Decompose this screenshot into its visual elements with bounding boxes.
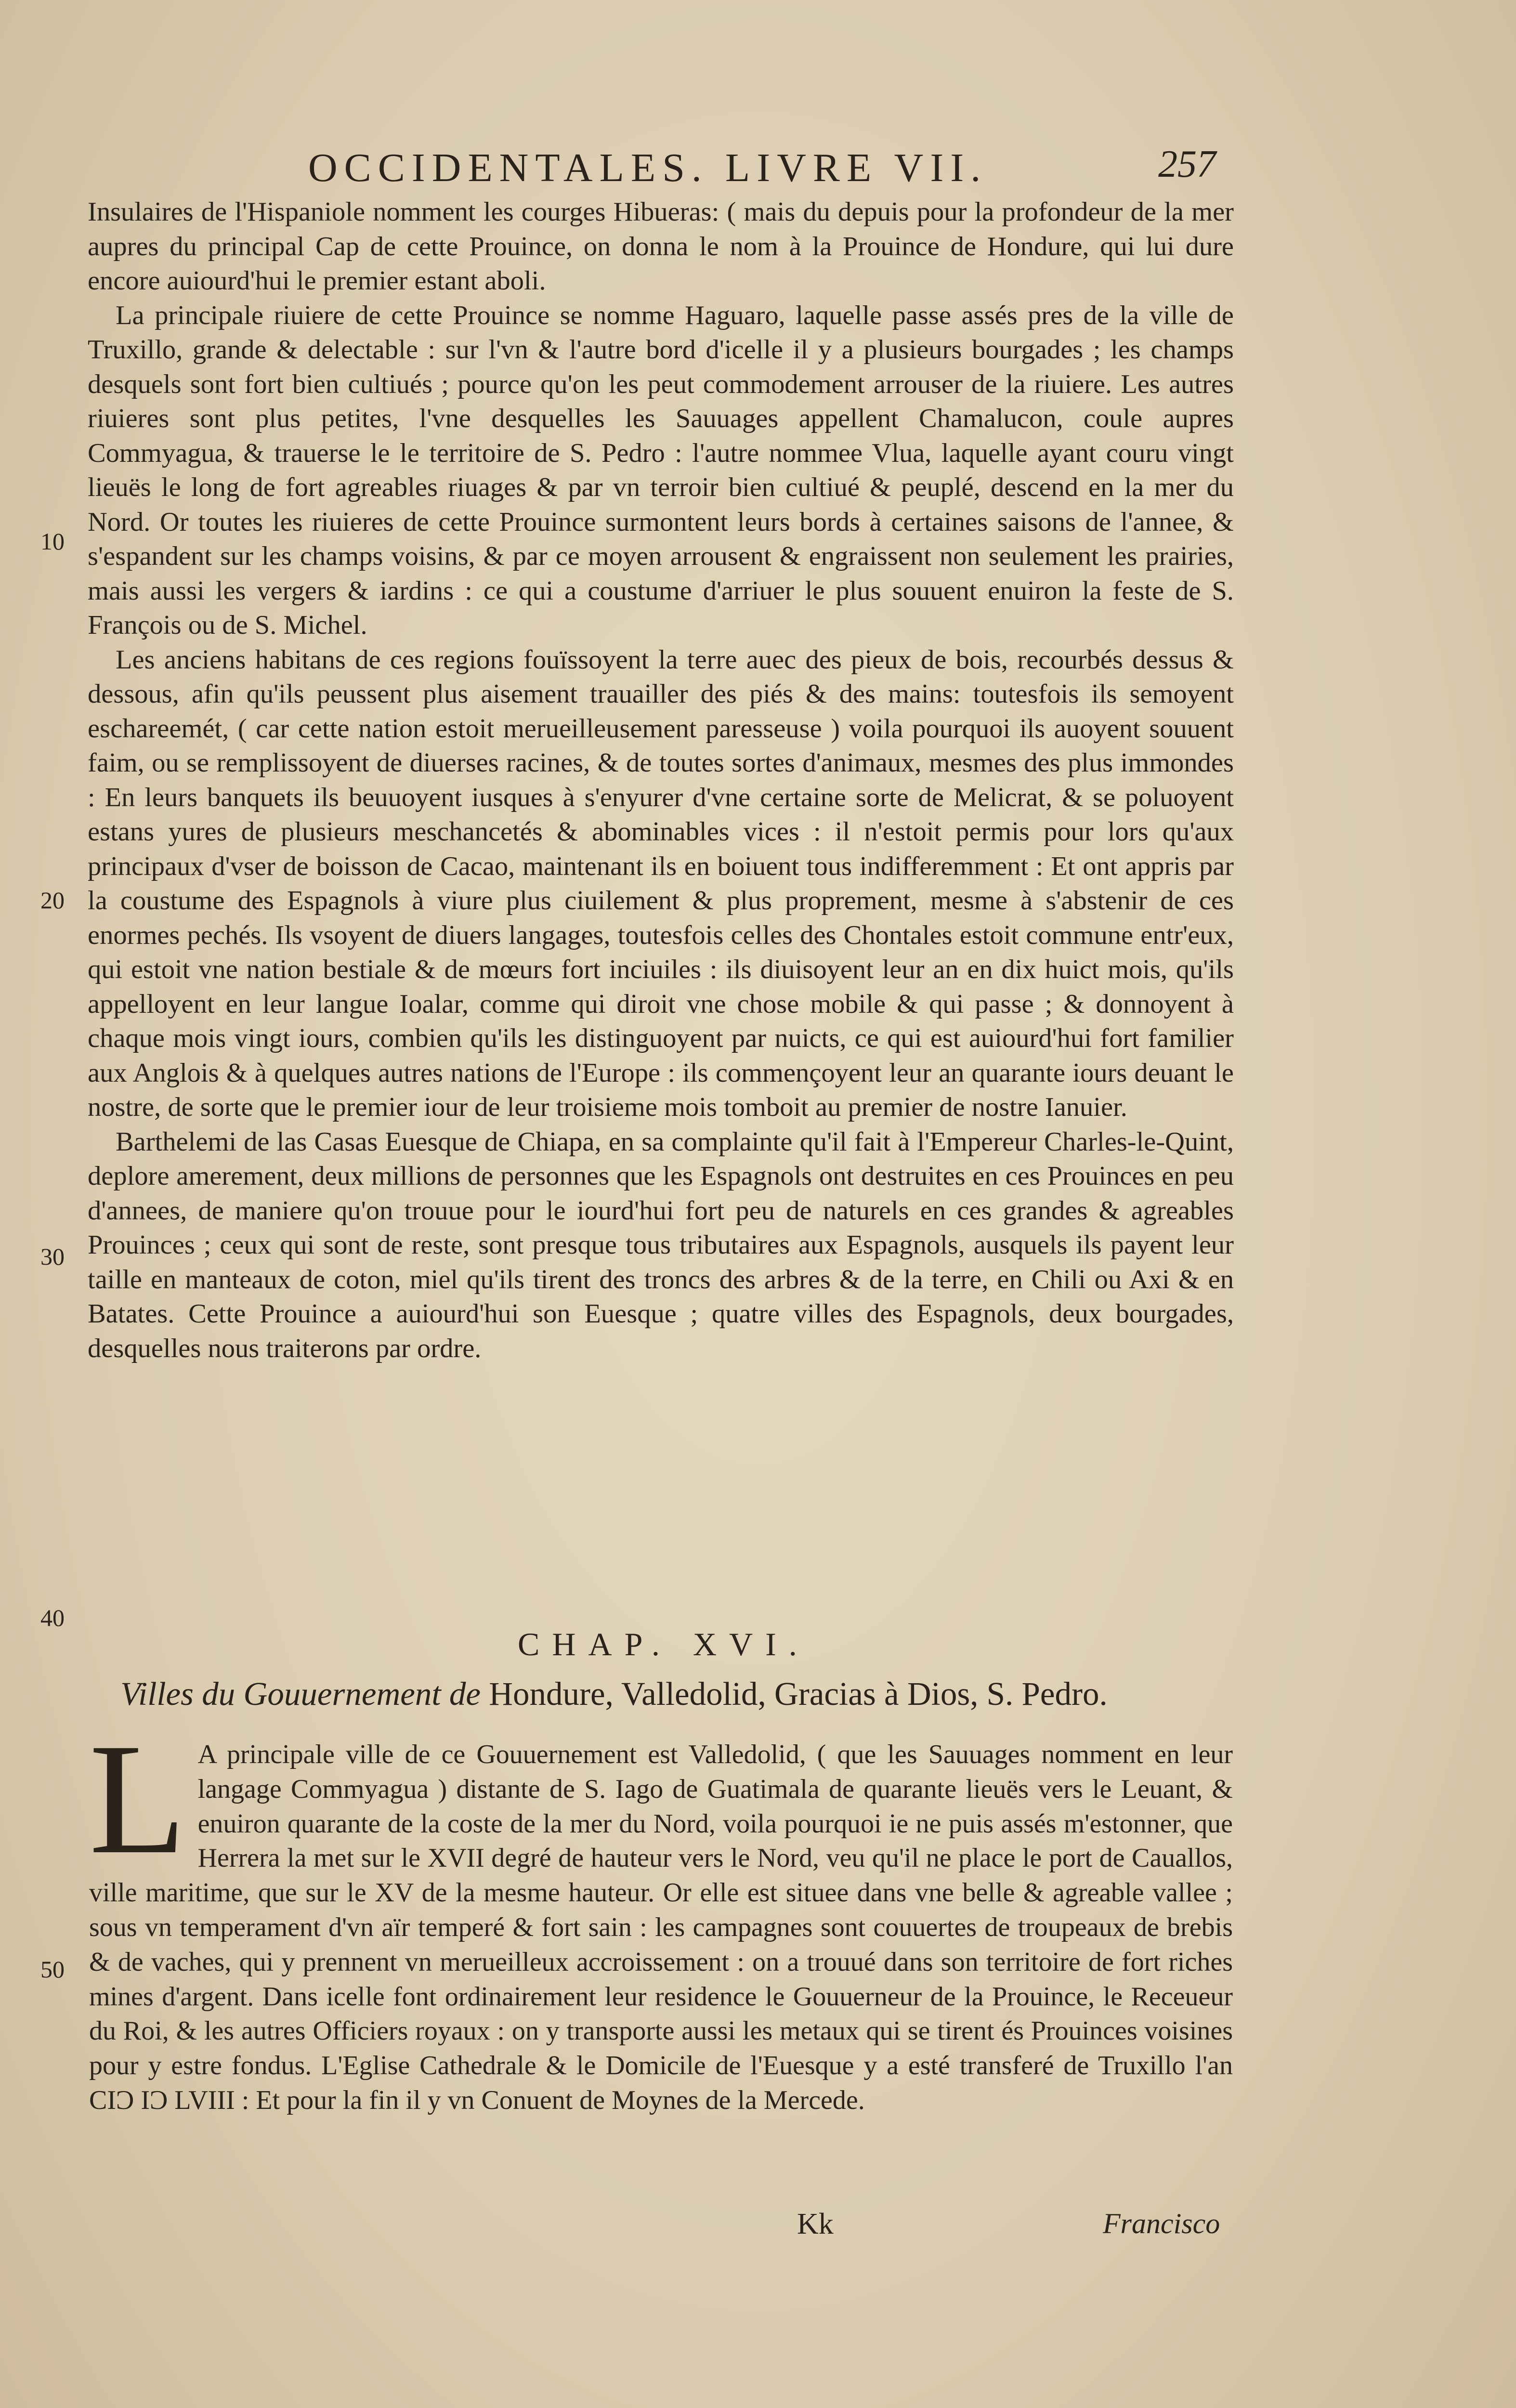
paragraph-valledolid: A principale ville de ce Gouuernement est Valledolid, ( que les Sauuages nomment en leur langage Commyagua ) distante de S. Iago de Guatimala de quarante lieuës vers le Leuant, & enuiron quarante de la coste de la mer du Nord, voila pourquoi ie ne puis assés m'estonner, que Herrera la met sur le XVII degré de hauteur vers le Nord, veu qu'il ne place le port de Cauallos, ville maritime, que sur le XV de la mesme hauteur. Or elle est situee dans vne belle & agreable vallee ; sous vn temperament d'vn aïr temperé & fort sain : les campagnes sont couuertes de troupeaux de brebis & de vaches, qui y prennent vn merueilleux accroissement : on a trouué dans son territoire de fort riches mines d'argent. Dans icelle font ordinairement leur residence le Gouuerneur de la Prouince, le Receueur du Roi, & les autres Officiers royaux : on y transporte aussi les metaux qui se tirent és Prouinces voisines pour y estre fondus. L'Eglise Cathedrale & le Domicile de l'Euesque y a esté transferé de Truxillo l'an CIϽ IϽ LVIII : Et pour la fin il y vn Conuent de Moynes de la Mercede. [89, 1740, 1233, 2115]
chapter-title [120, 1675, 1242, 1713]
line-number-40: 40 [40, 1604, 65, 1631]
drop-cap: L [89, 1711, 186, 1887]
main-text [88, 195, 1234, 1366]
running-title: OCCIDENTALES. LIVRE VII. [308, 145, 988, 190]
line-number-30: 30 [40, 1243, 65, 1270]
line-number-50: 50 [40, 1956, 65, 1983]
line-number-20: 20 [40, 887, 65, 914]
paragraph-rivers: La principale riuiere de cette Prouince se nomme Haguaro, laquelle passe assés pres de la ville de Truxillo, grande & delectable : sur l'vn & l'autre bord d'icelle il y a plusieurs bourgades ; les champs desquels sont fort bien cultiués ; pource qu'on les peut commodement arrouser de la riuiere. Les autres riuieres sont plus petites, l'vne desquelles les Sauuages appellent Chamalucon, coule aupres Commyagua, & trauerse le le territoire de S. Pedro : l'autre nommee Vlua, laquelle ayant couru vingt lieuës le long de fort agreables riuages & par vn terroir bien cultiué & peuplé, descend en la mer du Nord. Or toutes les riuieres de cette Prouince surmontent leurs bords à certaines saisons de l'annee, & s'espandent sur les champs voisins, & par ce moyen arrousent & engraissent non seulement les prairies, mais aussi les vergers & iardins : ce qui a coustume d'arriuer le plus souuent enuiron la feste de S. François ou de S. Michel. [88, 300, 1234, 640]
chapter-title-roman: Hondure, Valledolid, Gracias à Dios, S. Pedro. [489, 1675, 1108, 1712]
signature-mark: Kk [797, 2208, 834, 2240]
chapter-heading: CHAP. XVI. [518, 1626, 810, 1662]
line-number-10: 10 [40, 528, 65, 555]
paragraph-las-casas: Barthelemi de las Casas Euesque de Chiapa, en sa complainte qu'il fait à l'Empereur Charles-le-Quint, deplore amerement, deux millions de personnes que les Espagnols ont destruites en ces Prouinces en peu d'annees, de maniere qu'on trouue pour le iourd'hui fort peu de naturels en ces grandes & agreables Prouinces ; ceux qui sont de reste, sont presque tous tributaires aux Espagnols, ausquels ils payent leur taille en manteaux de coton, miel qu'ils tirent des troncs des arbres & de la terre, en Chili ou Axi & en Batates. Cette Prouince a auiourd'hui son Euesque ; quatre villes des Espagnols, deux bourgades, desquelles nous traiterons par ordre. [88, 1126, 1234, 1363]
paragraph-inhabitants: Les anciens habitans de ces regions fouïssoyent la terre auec des pieux de bois, recourbés dessus & dessous, afin qu'ils peussent plus aisement trauailler des piés & des mains: toutesfois ils semoyent eschareemét, ( car cette nation estoit merueilleusement paresseuse ) voila pourquoi ils auoyent souuent faim, ou se remplissoyent de diuerses racines, & de toutes sortes d'animaux, mesmes des plus immondes : En leurs banquets ils beuuoyent iusques à s'enyurer d'vne certaine sorte de Melicrat, & se poluoyent estans yures de plusieurs meschancetés & abominables vices : il n'estoit permis pour lors qu'aux principaux d'vser de boisson de Cacao, maintenant ils en boiuent tous indifferemment : Et ont appris par la coustume des Espagnols à viure plus ciuilement & plus proprement, mesme à s'abstenir de ces enormes pechés. Ils vsoyent de diuers langages, toutesfois celles des Chontales estoit commune entr'eux, qui estoit vne nation bestiale & de mœurs fort inciuiles : ils diuisoyent leur an en dix huict mois, qu'ils appelloyent en leur langue Ioalar, comme qui diroit vne chose mobile & qui passe ; & donnoyent à chaque mois vingt iours, combien qu'ils les distinguoyent par nuicts, ce qui est auiourd'hui fort familier aux Anglois & à quelques autres nations de l'Europe : ils commençoyent leur an quarante iours deuant le nostre, de sorte que le premier iour de leur troisieme mois tomboit au premier de nostre Ianuier. [88, 644, 1234, 1122]
chapter-text [89, 1711, 1233, 2118]
catchword: Francisco [1103, 2208, 1220, 2239]
chapter-title-italic: Villes du Gouuernement de [120, 1675, 481, 1712]
page-number: 257 [1158, 143, 1216, 185]
paragraph-hibueras: Insulaires de l'Hispaniole nomment les courges Hibueras: ( mais du depuis pour la profondeur de la mer aupres du principal Cap de cette Prouince, on donna le nom à la Prouince de Hondure, qui lui dure encore auiourd'hui le premier estant aboli. [88, 197, 1234, 296]
